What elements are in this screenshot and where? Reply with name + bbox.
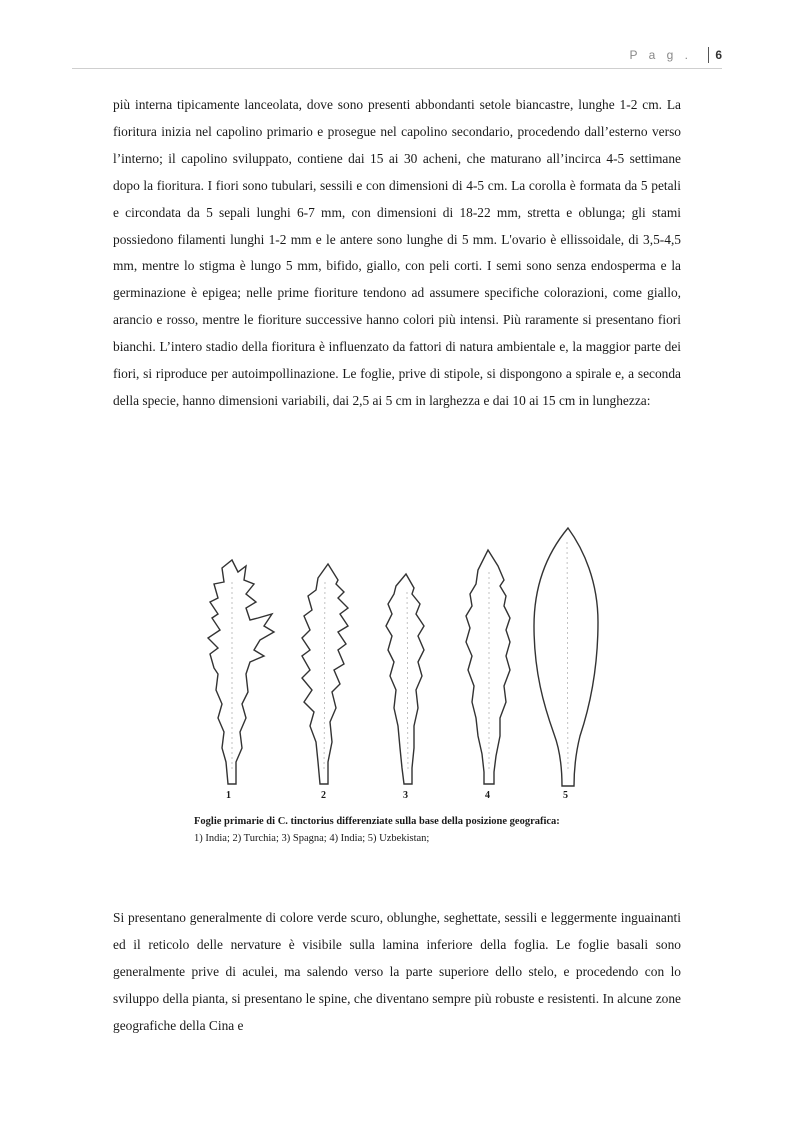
page-number: 6 [708,47,722,63]
leaf-label-2: 2 [321,790,326,801]
leaf-label-3: 3 [403,790,408,801]
body-paragraph-2: Si presentano generalmente di colore verde scuro, oblunghe, seghettate, sessili e leggermente inguainanti ed il reticolo delle nervature è visibile sulla lamina inferiore della foglia. Le foglie basali sono generalmente prive di aculei, ma salendo verso la parte superiore dello stelo, e procedendo con lo sviluppo della pianta, si presentano le spine, che diventano sempre più robuste e resistenti. In alcune zone geografiche della Cina e [113,910,681,1033]
leaf-label-5: 5 [563,790,568,801]
leaf-label-4: 4 [485,790,490,801]
page-header [72,48,722,69]
figure-caption-title: Foglie primarie di C. tinctorius differenziate sulla base della posizione geografica: [194,816,560,827]
leaf-3-drawing [386,574,424,784]
leaf-label-1: 1 [226,790,231,801]
leaf-4-drawing [466,550,510,784]
body-paragraph-1: più interna tipicamente lanceolata, dove sono presenti abbondanti setole biancastre, lunghe 1-2 cm. La fioritura inizia nel capolino primario e prosegue nel capolino secondario, procedendo dall’esterno verso l’interno; il capolino sviluppato, contiene dai 15 ai 30 acheni, che maturano all’incirca 4-5 settimane dopo la fioritura. I fiori sono tubulari, sessili e con dimensioni di 4-5 cm. La corolla è formata da 5 petali e circondata da 5 sepali lunghi 6-7 mm, con dimensioni di 18-22 mm, stretta e oblunga; gli stami possiedono filamenti lunghi 1-2 mm e le antere sono lunghe di 5 mm. L'ovario è ellissoidale, di 3,5-4,5 mm, mentre lo stigma è lungo 5 mm, bifido, giallo, con peli corti. I semi sono senza endosperma e la germinazione è epigea; nelle prime fioriture tendono ad assumere specifiche colorazioni, come giallo, arancio e rosso, mentre le fioriture successive hanno colori più intensi. Più raramente si presentano fiori bianchi. L’intero stadio della fioritura è influenzato da fattori di natura ambientale e, la maggior parte dei fiori, si riproduce per autoimpollinazione. Le foglie, prive di stipole, si dispongono a spirale e, a seconda della specie, hanno dimensioni variabili, dai 2,5 ai 5 cm in larghezza e dai 10 ai 15 cm in lunghezza: [113,97,681,408]
leaf-5-drawing [534,528,598,786]
leaf-2-drawing [302,564,348,784]
page-label: P a g . [629,48,692,62]
leaf-figure [188,522,606,850]
leaf-1-drawing [208,560,274,784]
figure-caption-detail: 1) India; 2) Turchia; 3) Spagna; 4) India; 5) Uzbekistan; [194,833,430,844]
leaf-illustrations [188,522,606,812]
